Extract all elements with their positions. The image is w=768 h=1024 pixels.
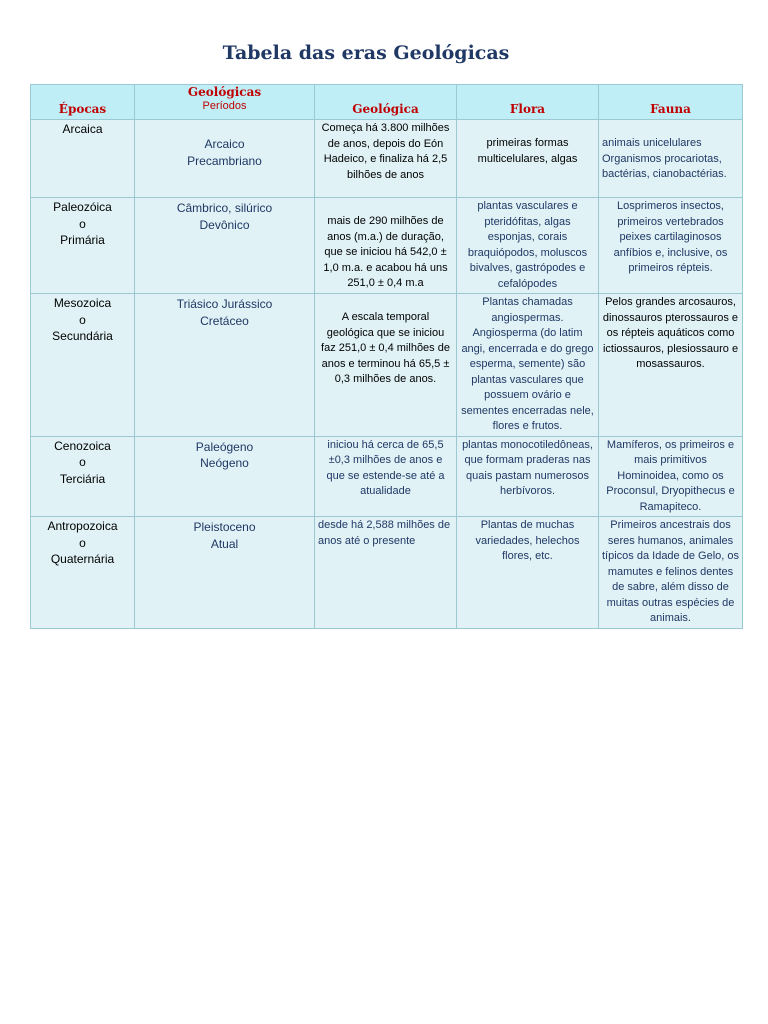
- table-row: [31, 436, 743, 517]
- header-periodos-top: Geológicas: [187, 85, 262, 99]
- cell-epoca: Arcaica: [31, 120, 135, 198]
- table-row: [31, 517, 743, 629]
- cell-geologica: Começa há 3.800 milhões de anos, depois do Eón Hadeico, e finaliza há 2,5 bilhões de anos: [315, 120, 457, 198]
- eras-table: [30, 84, 743, 629]
- cell-flora: Plantas chamadas angiospermas. Angiosperma (do latim angi, encerrada e do grego esperma, semente) são plantas vasculares que possuem ovário e sementes encerradas nele, flores e frutos.: [457, 294, 599, 437]
- header-geologica: Geológica: [315, 85, 457, 120]
- table-row: [31, 294, 743, 437]
- table-row: [31, 120, 743, 198]
- cell-geologica: desde há 2,588 milhões de anos até o presente: [315, 517, 457, 629]
- cell-flora: plantas vasculares e pteridófitas, algas esponjas, corais braquiópodos, moluscos bivalves, gastrópodes e cefalópodes: [457, 198, 599, 294]
- page-title: Tabela das eras Geológicas: [222, 42, 510, 64]
- cell-epoca: Cenozoica o Terciária: [31, 436, 135, 517]
- cell-geologica: iniciou há cerca de 65,5 ±0,3 milhões de anos e que se estende-se até a atualidade: [315, 436, 457, 517]
- header-periodos-sub: Períodos: [202, 99, 247, 112]
- cell-fauna: animais unicelulares Organismos procariotas, bactérias, cianobactérias.: [599, 120, 743, 198]
- cell-periodo: Paleógeno Neógeno: [135, 436, 315, 517]
- cell-epoca: Antropozoica o Quaternária: [31, 517, 135, 629]
- cell-periodo: Pleistoceno Atual: [135, 517, 315, 629]
- cell-epoca: Paleozóica o Primária: [31, 198, 135, 294]
- cell-flora: plantas monocotiledôneas, que formam praderas nas quais pastam numerosos herbívoros.: [457, 436, 599, 517]
- cell-geologica: mais de 290 milhões de anos (m.a.) de duração, que se iniciou há 542,0 ± 1,0 m.a. e acabou há uns 251,0 ± 0,4 m.a: [315, 198, 457, 294]
- cell-geologica: A escala temporal geológica que se iniciou faz 251,0 ± 0,4 milhões de anos e terminou há 65,5 ± 0,3 milhões de anos.: [315, 294, 457, 437]
- cell-epoca: Mesozoica o Secundária: [31, 294, 135, 437]
- table-row: [31, 198, 743, 294]
- cell-periodo: Arcaico Precambriano: [135, 120, 315, 198]
- cell-fauna: Primeiros ancestrais dos seres humanos, animales típicos da Idade de Gelo, os mamutes e felinos dentes de sabre, além disso de muitas outras espécies de animais.: [599, 517, 743, 629]
- cell-flora: primeiras formas multicelulares, algas: [457, 120, 599, 198]
- header-flora: Flora: [457, 85, 599, 120]
- cell-flora: Plantas de muchas variedades, helechos flores, etc.: [457, 517, 599, 629]
- header-periodos: [135, 85, 315, 120]
- cell-fauna: Mamíferos, os primeiros e mais primitivos Hominoidea, como os Proconsul, Dryopithecus e Ramapiteco.: [599, 436, 743, 517]
- table-header-row: [31, 85, 743, 120]
- cell-fauna: Pelos grandes arcosauros, dinossauros pterossauros e os répteis aquáticos como ictiossauros, plesiossauro e mosassauros.: [599, 294, 743, 437]
- header-fauna: Fauna: [599, 85, 743, 120]
- cell-periodo: Câmbrico, silúrico Devônico: [135, 198, 315, 294]
- cell-fauna: Losprimeros insectos, primeiros vertebrados peixes cartilaginosos anfíbios e, inclusive, os primeiros répteis.: [599, 198, 743, 294]
- cell-periodo: Triásico Jurássico Cretáceo: [135, 294, 315, 437]
- header-epocas: Épocas: [31, 85, 135, 120]
